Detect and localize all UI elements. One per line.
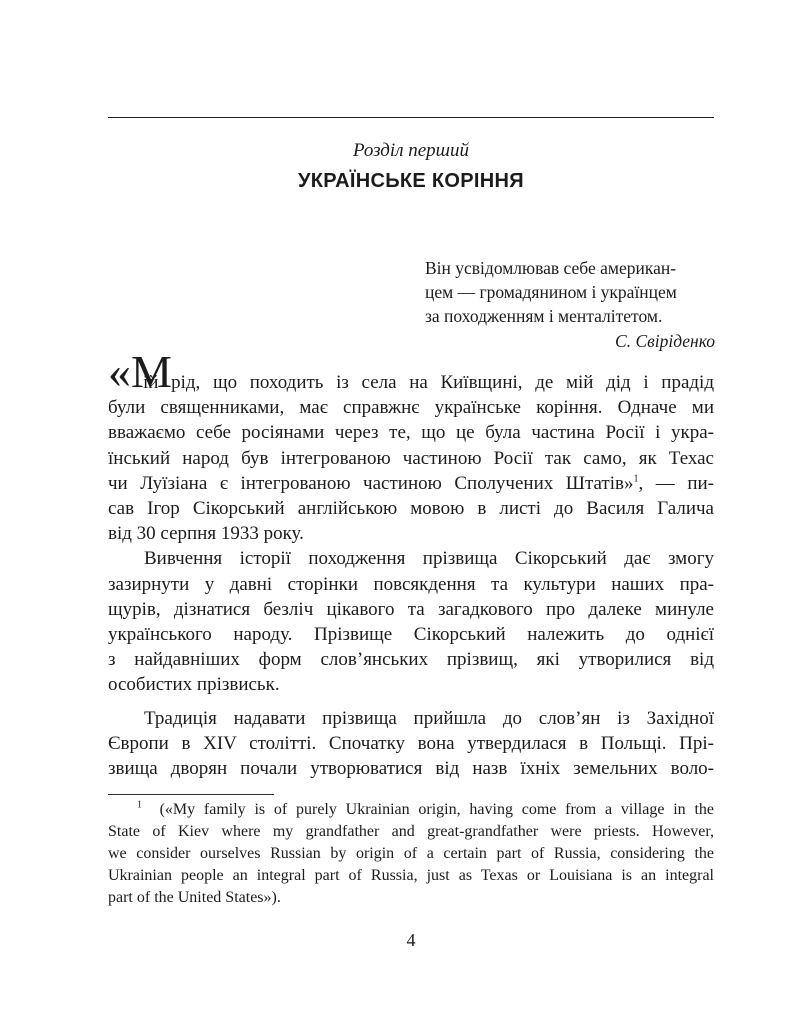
body-line: звища дворян почали утворюватися від назв їхніх земельних воло- bbox=[108, 758, 714, 779]
body-line: ій рід, що походить із села на Київщині, де мій дід і прадід bbox=[143, 372, 714, 393]
body-line bbox=[108, 472, 714, 496]
body-line: Традиція надавати прізвища прийшла до слов’ян із Західної bbox=[144, 708, 714, 729]
footnote-line: State of Kiev where my grandfather and great-grandfather were priests. However, bbox=[108, 823, 714, 840]
body-line: особистих прізвиськ. bbox=[108, 674, 280, 695]
body-line-text: чи Луїзіана є інтегрованою частиною Сполучених Штатів» bbox=[108, 473, 634, 494]
body-line: щурів, дізнатися безліч цікавого та загадкового про далеке минуле bbox=[108, 599, 714, 620]
footnote-line: we consider ourselves Russian by origin of a certain part of Russia, considering the bbox=[108, 845, 714, 862]
header-rule bbox=[108, 117, 714, 118]
footnote-line bbox=[137, 799, 714, 820]
body-line-text: , — пи- bbox=[638, 473, 714, 494]
body-line: зазирнути у давні сторінки повсякдення та культури наших пра- bbox=[108, 574, 714, 595]
body-line: від 30 серпня 1933 року. bbox=[108, 523, 304, 544]
footnote-line-text: («My family is of purely Ukrainian origin, having come from a village in the bbox=[159, 801, 714, 818]
page-number: 4 bbox=[406, 930, 416, 950]
body-line: вважаємо себе росіянами через те, що це була частина Росії і укра- bbox=[108, 422, 714, 443]
body-line: Вивчення історії походження прізвища Сікорський дає змогу bbox=[144, 548, 714, 569]
epigraph-line: за походженням і менталітетом. bbox=[425, 306, 663, 326]
body-line: сав Ігор Сікорський англійською мовою в листі до Василя Галича bbox=[108, 498, 714, 519]
footnote-line: Ukrainian people an integral part of Russia, just as Texas or Louisiana is an integral bbox=[108, 867, 714, 884]
body-line: українського народу. Прізвище Сікорський належить до однієї bbox=[108, 624, 714, 645]
body-line: їнський народ був інтегрованою частиною Росії так само, як Техас bbox=[108, 448, 714, 469]
footnote-line: part of the United States»). bbox=[108, 889, 281, 906]
drop-cap: «М bbox=[108, 346, 172, 397]
body-line: були священниками, має справжнє українське коріння. Одначе ми bbox=[108, 397, 714, 418]
chapter-label: Розділ перший bbox=[352, 140, 470, 161]
chapter-title: УКРАЇНСЬКЕ КОРІННЯ bbox=[298, 170, 524, 192]
body-line: з найдавніших форм слов’янських прізвищ, які утворилися від bbox=[108, 649, 714, 670]
epigraph-line: цем — громадянином і українцем bbox=[425, 282, 677, 302]
footnote-marker: 1 bbox=[137, 799, 142, 811]
epigraph-author: С. Свіріденко bbox=[615, 331, 715, 351]
epigraph-line: Він усвідомлював себе американ- bbox=[425, 258, 677, 278]
body-line: Європи в XIV столітті. Спочатку вона утвердилася в Польщі. Прі- bbox=[108, 733, 714, 754]
footnote-rule bbox=[108, 794, 274, 795]
footnote-reference[interactable]: 1 bbox=[633, 473, 639, 485]
